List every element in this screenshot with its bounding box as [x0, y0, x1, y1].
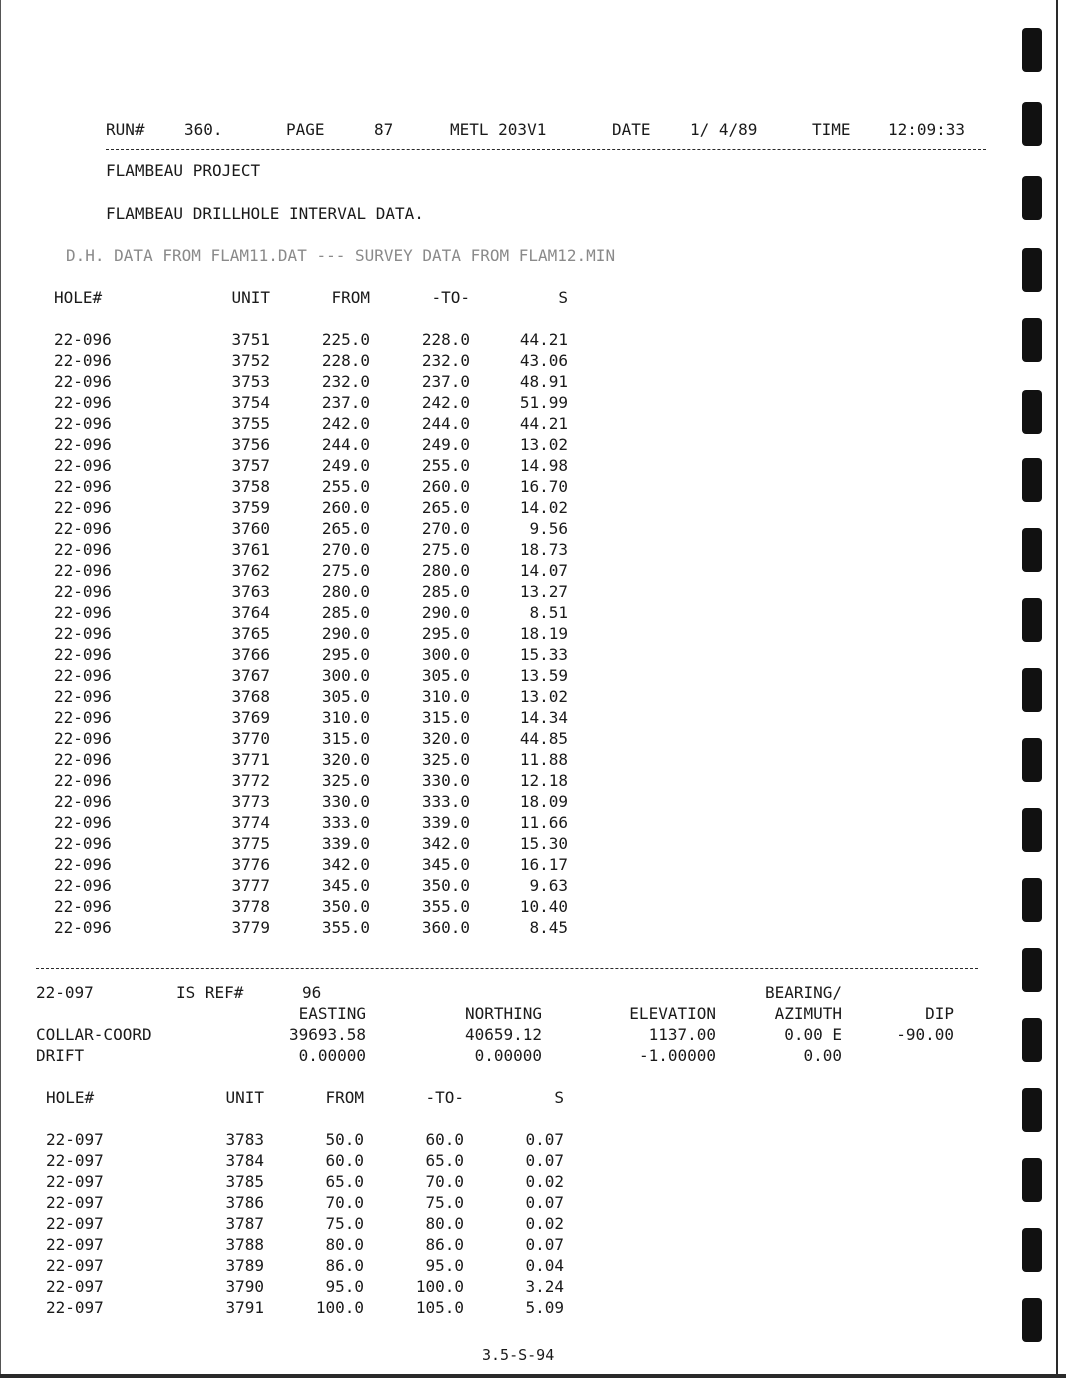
- elevation-header: ELEVATION: [629, 1004, 716, 1023]
- collar-northing: 40659.12: [464, 1025, 542, 1044]
- punch-hole: [1022, 458, 1042, 502]
- cell-from: 270.0: [321, 540, 370, 559]
- cell-from: 242.0: [321, 414, 370, 433]
- cell-unit: 3771: [231, 750, 270, 769]
- cell-hole: 22-096: [54, 813, 112, 832]
- punch-hole: [1022, 102, 1042, 146]
- table-row: [0, 518, 1000, 539]
- cell-hole: 22-096: [54, 834, 112, 853]
- cell-s: 13.02: [519, 435, 568, 454]
- cell-hole: 22-096: [54, 540, 112, 559]
- table-row: [0, 371, 1000, 392]
- cell-unit: 3760: [231, 519, 270, 538]
- cell-to: 295.0: [421, 624, 470, 643]
- table-row: [0, 875, 1000, 896]
- cell-to: 237.0: [421, 372, 470, 391]
- table-row: [0, 749, 1000, 770]
- page-value: 87: [374, 120, 394, 139]
- table-row: [0, 833, 1000, 854]
- col-to: -TO-: [425, 1088, 464, 1107]
- cell-s: 48.91: [519, 372, 568, 391]
- cell-from: 100.0: [315, 1298, 364, 1317]
- cell-hole: 22-096: [54, 771, 112, 790]
- page-footer: 3.5-S-94: [482, 1346, 555, 1364]
- cell-to: 249.0: [421, 435, 470, 454]
- cell-s: 3.24: [525, 1277, 564, 1296]
- table-row: [0, 1192, 1000, 1213]
- cell-hole: 22-097: [46, 1298, 104, 1317]
- cell-s: 0.07: [525, 1235, 564, 1254]
- cell-unit: 3788: [225, 1235, 264, 1254]
- dip-header: DIP: [925, 1004, 954, 1023]
- table-row: [0, 497, 1000, 518]
- cell-from: 60.0: [325, 1151, 364, 1170]
- cell-from: 260.0: [321, 498, 370, 517]
- cell-from: 290.0: [321, 624, 370, 643]
- cell-s: 16.70: [519, 477, 568, 496]
- cell-unit: 3763: [231, 582, 270, 601]
- cell-from: 265.0: [321, 519, 370, 538]
- cell-from: 355.0: [321, 918, 370, 937]
- cell-s: 11.88: [519, 750, 568, 769]
- cell-hole: 22-096: [54, 414, 112, 433]
- table-row: [0, 1129, 1000, 1150]
- table-row: [0, 644, 1000, 665]
- cell-unit: 3770: [231, 729, 270, 748]
- cell-from: 232.0: [321, 372, 370, 391]
- page-bottom-edge: [0, 1374, 1066, 1378]
- cell-to: 244.0: [421, 414, 470, 433]
- cell-from: 95.0: [325, 1277, 364, 1296]
- cell-from: 339.0: [321, 834, 370, 853]
- cell-from: 86.0: [325, 1256, 364, 1275]
- table-row: [0, 728, 1000, 749]
- punch-hole: [1022, 598, 1042, 642]
- table-row: [0, 812, 1000, 833]
- table-row: [0, 392, 1000, 413]
- cell-unit: 3761: [231, 540, 270, 559]
- cell-from: 325.0: [321, 771, 370, 790]
- cell-s: 15.30: [519, 834, 568, 853]
- table-row: [0, 602, 1000, 623]
- cell-from: 275.0: [321, 561, 370, 580]
- cell-unit: 3768: [231, 687, 270, 706]
- source-line: D.H. DATA FROM FLAM11.DAT --- SURVEY DATA FROM FLAM12.MIN: [66, 246, 616, 265]
- table-row: [0, 1234, 1000, 1255]
- run-label: RUN#: [106, 120, 145, 139]
- cell-s: 51.99: [519, 393, 568, 412]
- punch-hole: [1022, 1228, 1042, 1272]
- cell-s: 0.07: [525, 1130, 564, 1149]
- cell-from: 244.0: [321, 435, 370, 454]
- cell-s: 8.45: [529, 918, 568, 937]
- cell-hole: 22-097: [46, 1256, 104, 1275]
- cell-to: 60.0: [425, 1130, 464, 1149]
- cell-unit: 3756: [231, 435, 270, 454]
- cell-s: 11.66: [519, 813, 568, 832]
- cell-s: 14.34: [519, 708, 568, 727]
- cell-to: 355.0: [421, 897, 470, 916]
- cell-to: 342.0: [421, 834, 470, 853]
- punch-hole: [1022, 176, 1042, 220]
- collar-easting: 39693.58: [288, 1025, 366, 1044]
- cell-unit: 3752: [231, 351, 270, 370]
- cell-hole: 22-096: [54, 687, 112, 706]
- cell-unit: 3762: [231, 561, 270, 580]
- table-row: [0, 476, 1000, 497]
- cell-s: 9.63: [529, 876, 568, 895]
- cell-unit: 3755: [231, 414, 270, 433]
- cell-to: 300.0: [421, 645, 470, 664]
- cell-s: 44.85: [519, 729, 568, 748]
- col-from: FROM: [331, 288, 370, 307]
- cell-hole: 22-096: [54, 645, 112, 664]
- punch-hole: [1022, 528, 1042, 572]
- azimuth-header: AZIMUTH: [774, 1004, 842, 1023]
- col-s: S: [554, 1088, 564, 1107]
- cell-s: 14.07: [519, 561, 568, 580]
- cell-unit: 3769: [231, 708, 270, 727]
- cell-unit: 3791: [225, 1298, 264, 1317]
- cell-to: 285.0: [421, 582, 470, 601]
- cell-s: 44.21: [519, 330, 568, 349]
- drift-label: DRIFT: [36, 1046, 85, 1065]
- cell-s: 0.02: [525, 1172, 564, 1191]
- cell-s: 0.04: [525, 1256, 564, 1275]
- cell-from: 70.0: [325, 1193, 364, 1212]
- cell-s: 10.40: [519, 897, 568, 916]
- bearing-header: BEARING/: [764, 983, 842, 1002]
- col-hole: HOLE#: [54, 288, 103, 307]
- cell-unit: 3790: [225, 1277, 264, 1296]
- time-label: TIME: [812, 120, 851, 139]
- cell-s: 44.21: [519, 414, 568, 433]
- punch-hole: [1022, 390, 1042, 434]
- cell-s: 0.07: [525, 1193, 564, 1212]
- cell-hole: 22-097: [46, 1235, 104, 1254]
- cell-unit: 3773: [231, 792, 270, 811]
- project-title: FLAMBEAU PROJECT: [106, 161, 261, 180]
- cell-hole: 22-096: [54, 603, 112, 622]
- section-divider: [36, 968, 978, 969]
- cell-s: 15.33: [519, 645, 568, 664]
- table-row: [0, 350, 1000, 371]
- cell-hole: 22-097: [46, 1151, 104, 1170]
- cell-hole: 22-097: [46, 1130, 104, 1149]
- is-ref-label: IS REF#: [176, 983, 244, 1002]
- punch-hole: [1022, 28, 1042, 72]
- cell-hole: 22-096: [54, 456, 112, 475]
- punch-hole: [1022, 248, 1042, 292]
- cell-from: 228.0: [321, 351, 370, 370]
- cell-from: 342.0: [321, 855, 370, 874]
- cell-unit: 3784: [225, 1151, 264, 1170]
- cell-s: 18.19: [519, 624, 568, 643]
- cell-hole: 22-096: [54, 855, 112, 874]
- cell-to: 320.0: [421, 729, 470, 748]
- collar-elevation: 1137.00: [648, 1025, 716, 1044]
- cell-unit: 3751: [231, 330, 270, 349]
- cell-hole: 22-096: [54, 750, 112, 769]
- cell-hole: 22-096: [54, 498, 112, 517]
- cell-unit: 3757: [231, 456, 270, 475]
- cell-unit: 3778: [231, 897, 270, 916]
- cell-to: 290.0: [421, 603, 470, 622]
- cell-unit: 3777: [231, 876, 270, 895]
- punch-hole: [1022, 1298, 1042, 1342]
- cell-unit: 3783: [225, 1130, 264, 1149]
- table-row: [0, 1297, 1000, 1318]
- cell-s: 9.56: [529, 519, 568, 538]
- cell-from: 315.0: [321, 729, 370, 748]
- cell-hole: 22-096: [54, 918, 112, 937]
- collar-dip: -90.00: [896, 1025, 954, 1044]
- cell-s: 12.18: [519, 771, 568, 790]
- cell-hole: 22-096: [54, 708, 112, 727]
- punch-hole: [1022, 738, 1042, 782]
- cell-unit: 3758: [231, 477, 270, 496]
- cell-s: 0.02: [525, 1214, 564, 1233]
- punch-hole: [1022, 318, 1042, 362]
- cell-to: 65.0: [425, 1151, 464, 1170]
- cell-from: 295.0: [321, 645, 370, 664]
- drift-easting: 0.00000: [298, 1046, 366, 1065]
- cell-to: 350.0: [421, 876, 470, 895]
- cell-s: 18.73: [519, 540, 568, 559]
- cell-hole: 22-096: [54, 372, 112, 391]
- col-s: S: [558, 288, 568, 307]
- punch-hole: [1022, 1158, 1042, 1202]
- cell-hole: 22-096: [54, 666, 112, 685]
- table-row: [0, 623, 1000, 644]
- hole-id: 22-097: [36, 983, 94, 1002]
- cell-unit: 3772: [231, 771, 270, 790]
- collar-azimuth: 0.00 E: [784, 1025, 842, 1044]
- table-row: [0, 413, 1000, 434]
- cell-unit: 3765: [231, 624, 270, 643]
- cell-unit: 3767: [231, 666, 270, 685]
- cell-s: 13.02: [519, 687, 568, 706]
- cell-from: 310.0: [321, 708, 370, 727]
- cell-s: 0.07: [525, 1151, 564, 1170]
- table-row: [0, 917, 1000, 938]
- table-row: [0, 455, 1000, 476]
- cell-from: 255.0: [321, 477, 370, 496]
- cell-s: 16.17: [519, 855, 568, 874]
- cell-hole: 22-096: [54, 330, 112, 349]
- cell-from: 333.0: [321, 813, 370, 832]
- cell-to: 255.0: [421, 456, 470, 475]
- table-row: [0, 560, 1000, 581]
- cell-hole: 22-096: [54, 897, 112, 916]
- table-row: [0, 329, 1000, 350]
- run-value: 360.: [184, 120, 223, 139]
- punch-hole: [1022, 948, 1042, 992]
- cell-hole: 22-097: [46, 1277, 104, 1296]
- cell-hole: 22-096: [54, 393, 112, 412]
- cell-unit: 3785: [225, 1172, 264, 1191]
- table-row: [0, 1150, 1000, 1171]
- cell-to: 339.0: [421, 813, 470, 832]
- punch-hole: [1022, 808, 1042, 852]
- cell-unit: 3776: [231, 855, 270, 874]
- cell-to: 105.0: [415, 1298, 464, 1317]
- cell-from: 280.0: [321, 582, 370, 601]
- cell-unit: 3779: [231, 918, 270, 937]
- cell-unit: 3766: [231, 645, 270, 664]
- cell-to: 330.0: [421, 771, 470, 790]
- cell-from: 320.0: [321, 750, 370, 769]
- report-subtitle: FLAMBEAU DRILLHOLE INTERVAL DATA.: [106, 204, 424, 223]
- drift-northing: 0.00000: [474, 1046, 542, 1065]
- col-hole: HOLE#: [46, 1088, 95, 1107]
- cell-to: 280.0: [421, 561, 470, 580]
- collar-label: COLLAR-COORD: [36, 1025, 152, 1044]
- table-row: [0, 686, 1000, 707]
- header-divider: [106, 149, 986, 150]
- col-to: -TO-: [431, 288, 470, 307]
- table-row: [0, 665, 1000, 686]
- cell-from: 75.0: [325, 1214, 364, 1233]
- cell-hole: 22-096: [54, 477, 112, 496]
- cell-unit: 3764: [231, 603, 270, 622]
- cell-to: 86.0: [425, 1235, 464, 1254]
- cell-to: 275.0: [421, 540, 470, 559]
- table-row: [0, 707, 1000, 728]
- cell-from: 65.0: [325, 1172, 364, 1191]
- cell-hole: 22-097: [46, 1214, 104, 1233]
- table1-body: [0, 329, 1000, 938]
- drift-azimuth: 0.00: [803, 1046, 842, 1065]
- cell-unit: 3786: [225, 1193, 264, 1212]
- col-from: FROM: [325, 1088, 364, 1107]
- cell-hole: 22-096: [54, 792, 112, 811]
- cell-s: 43.06: [519, 351, 568, 370]
- table-row: [0, 1255, 1000, 1276]
- punch-hole: [1022, 668, 1042, 712]
- cell-s: 13.59: [519, 666, 568, 685]
- cell-hole: 22-096: [54, 729, 112, 748]
- drift-elevation: -1.00000: [638, 1046, 716, 1065]
- table-row: [0, 1171, 1000, 1192]
- cell-hole: 22-096: [54, 519, 112, 538]
- cell-unit: 3774: [231, 813, 270, 832]
- cell-hole: 22-096: [54, 582, 112, 601]
- easting-header: EASTING: [298, 1004, 366, 1023]
- cell-from: 237.0: [321, 393, 370, 412]
- cell-s: 5.09: [525, 1298, 564, 1317]
- cell-s: 8.51: [529, 603, 568, 622]
- table-row: [0, 1276, 1000, 1297]
- table-row: [0, 854, 1000, 875]
- cell-to: 80.0: [425, 1214, 464, 1233]
- punch-hole: [1022, 1088, 1042, 1132]
- cell-from: 350.0: [321, 897, 370, 916]
- table-row: [0, 581, 1000, 602]
- table-row: [0, 539, 1000, 560]
- cell-to: 265.0: [421, 498, 470, 517]
- cell-to: 360.0: [421, 918, 470, 937]
- cell-from: 285.0: [321, 603, 370, 622]
- cell-from: 225.0: [321, 330, 370, 349]
- date-label: DATE: [612, 120, 651, 139]
- table-row: [0, 896, 1000, 917]
- cell-hole: 22-097: [46, 1172, 104, 1191]
- ref-value: 96: [302, 983, 322, 1002]
- cell-unit: 3753: [231, 372, 270, 391]
- cell-unit: 3759: [231, 498, 270, 517]
- cell-s: 14.98: [519, 456, 568, 475]
- cell-to: 232.0: [421, 351, 470, 370]
- cell-hole: 22-097: [46, 1193, 104, 1212]
- table-row: [0, 770, 1000, 791]
- table-row: [0, 791, 1000, 812]
- cell-to: 260.0: [421, 477, 470, 496]
- cell-to: 75.0: [425, 1193, 464, 1212]
- table2-body: [0, 1129, 1000, 1318]
- cell-hole: 22-096: [54, 624, 112, 643]
- cell-s: 18.09: [519, 792, 568, 811]
- cell-unit: 3789: [225, 1256, 264, 1275]
- cell-unit: 3787: [225, 1214, 264, 1233]
- cell-from: 80.0: [325, 1235, 364, 1254]
- cell-from: 305.0: [321, 687, 370, 706]
- cell-to: 345.0: [421, 855, 470, 874]
- date-value: 1/ 4/89: [690, 120, 758, 139]
- cell-s: 13.27: [519, 582, 568, 601]
- cell-to: 95.0: [425, 1256, 464, 1275]
- punch-hole: [1022, 1018, 1042, 1062]
- program-id: METL 203V1: [450, 120, 547, 139]
- cell-hole: 22-096: [54, 351, 112, 370]
- cell-to: 325.0: [421, 750, 470, 769]
- table-row: [0, 1213, 1000, 1234]
- cell-to: 228.0: [421, 330, 470, 349]
- punch-hole: [1022, 878, 1042, 922]
- cell-unit: 3775: [231, 834, 270, 853]
- cell-to: 333.0: [421, 792, 470, 811]
- cell-from: 50.0: [325, 1130, 364, 1149]
- cell-to: 242.0: [421, 393, 470, 412]
- time-value: 12:09:33: [888, 120, 966, 139]
- cell-unit: 3754: [231, 393, 270, 412]
- cell-to: 70.0: [425, 1172, 464, 1191]
- cell-hole: 22-096: [54, 561, 112, 580]
- cell-from: 330.0: [321, 792, 370, 811]
- cell-to: 310.0: [421, 687, 470, 706]
- page-label: PAGE: [286, 120, 325, 139]
- cell-from: 300.0: [321, 666, 370, 685]
- northing-header: NORTHING: [464, 1004, 542, 1023]
- cell-hole: 22-096: [54, 435, 112, 454]
- cell-to: 305.0: [421, 666, 470, 685]
- cell-from: 249.0: [321, 456, 370, 475]
- col-unit: UNIT: [231, 288, 270, 307]
- cell-to: 100.0: [415, 1277, 464, 1296]
- cell-to: 270.0: [421, 519, 470, 538]
- col-unit: UNIT: [225, 1088, 264, 1107]
- cell-to: 315.0: [421, 708, 470, 727]
- cell-s: 14.02: [519, 498, 568, 517]
- cell-from: 345.0: [321, 876, 370, 895]
- cell-hole: 22-096: [54, 876, 112, 895]
- page-right-edge: [1056, 0, 1058, 1376]
- table-row: [0, 434, 1000, 455]
